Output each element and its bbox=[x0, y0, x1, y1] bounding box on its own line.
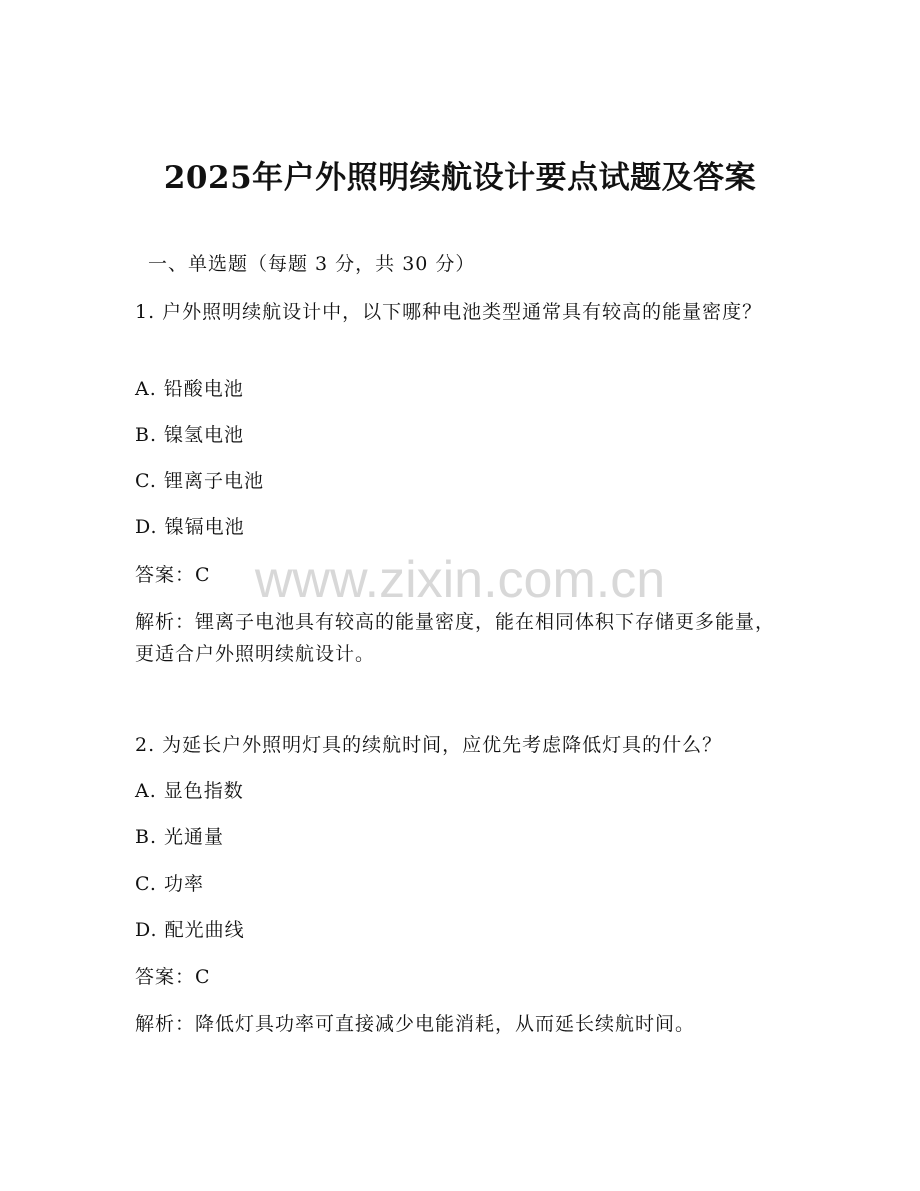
question-1-answer: 答案：C bbox=[135, 564, 211, 586]
question-2-text: 2. 为延长户外照明灯具的续航时间，应优先考虑降低灯具的什么？ bbox=[135, 734, 723, 756]
document-title: 2025年户外照明续航设计要点试题及答案 bbox=[163, 160, 757, 196]
question-2-option-b: B. 光通量 bbox=[135, 826, 225, 848]
question-1-option-d: D. 镍镉电池 bbox=[135, 516, 245, 538]
question-2-option-d: D. 配光曲线 bbox=[135, 919, 245, 941]
question-1-text: 1. 户外照明续航设计中，以下哪种电池类型通常具有较高的能量密度？ bbox=[135, 301, 763, 323]
question-2-option-a: A. 显色指数 bbox=[135, 780, 244, 802]
question-2-answer: 答案：C bbox=[135, 966, 211, 988]
question-1-option-c: C. 锂离子电池 bbox=[135, 470, 264, 492]
question-2-option-c: C. 功率 bbox=[135, 873, 204, 895]
question-2-explanation: 解析：降低灯具功率可直接减少电能消耗，从而延长续航时间。 bbox=[135, 1013, 696, 1035]
section-heading: 一、单选题（每题 3 分，共 30 分） bbox=[148, 253, 476, 275]
question-1-explanation: 解析：锂离子电池具有较高的能量密度，能在相同体积下存储更多能量，更适合户外照明续航设计。 bbox=[135, 611, 776, 665]
question-1-option-b: B. 镍氢电池 bbox=[135, 424, 245, 446]
question-1-option-a: A. 铅酸电池 bbox=[135, 378, 244, 400]
watermark: www.zixin.com.cn bbox=[254, 551, 666, 609]
